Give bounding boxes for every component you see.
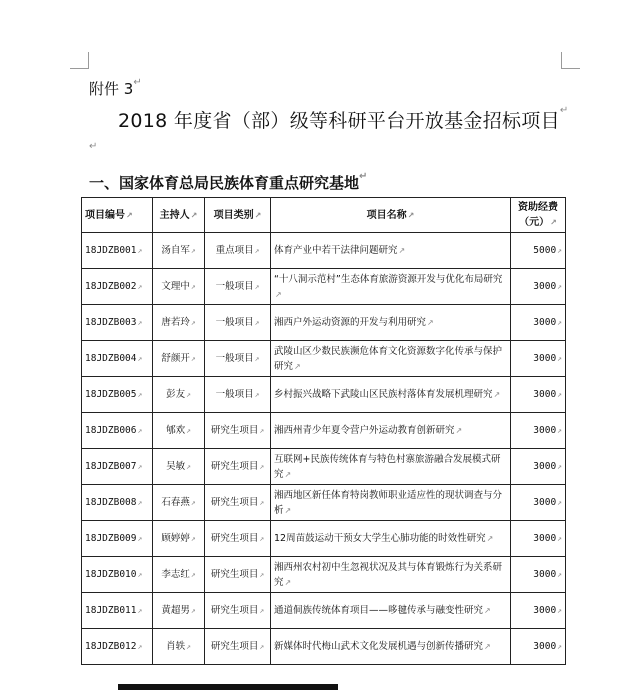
cell-pi: 郇欢↗ [153,413,205,449]
cell-end-mark: ↗ [557,426,562,435]
cell-project-id: 18JDZB006↗ [82,413,153,449]
cell-end-mark: ↗ [259,606,265,615]
cell-end-mark: ↗ [557,246,562,255]
cell-fund: 3000↗ [511,341,566,377]
cell-type: 一般项目↗ [205,377,271,413]
crop-mark-top-right-vertical [561,52,562,69]
cell-end-mark: ↗ [557,498,562,507]
cell-type: 一般项目↗ [205,305,271,341]
cell-end-mark: ↗ [254,246,260,255]
table-row [82,269,566,305]
cell-end-mark: ↗ [486,534,494,543]
cell-end-mark: ↗ [284,577,292,587]
table-row [82,593,566,629]
cell-fund: 3000↗ [511,521,566,557]
projects-table [81,197,566,665]
cell-end-mark: ↗ [137,606,143,615]
cell-end-mark: ↗ [284,469,292,479]
cell-end-mark: ↗ [137,390,143,399]
cell-end-mark: ↗ [259,642,265,651]
cell-pi: 肖轶↗ [153,629,205,665]
cell-fund: 3000↗ [511,557,566,593]
cell-end-mark: ↗ [137,498,143,507]
cell-end-mark: ↗ [137,354,143,363]
cell-end-mark: ↗ [137,426,143,435]
cell-type: 一般项目↗ [205,269,271,305]
cell-type: 研究生项目↗ [205,629,271,665]
cell-pi: 黄超男↗ [153,593,205,629]
next-section-fragment [118,684,338,693]
cell-end-mark: ↗ [557,642,562,651]
paragraph-mark: ↵ [359,171,368,182]
cell-project-name: “十八洞示范村”生态体育旅游资源开发与优化布局研究↗ [271,269,511,305]
cell-end-mark: ↗ [259,498,265,507]
cell-type: 重点项目↗ [205,233,271,269]
cell-end-mark: ↗ [254,354,260,363]
cell-fund: 3000↗ [511,305,566,341]
cell-type: 研究生项目↗ [205,449,271,485]
cell-pi: 文理中↗ [153,269,205,305]
cell-end-mark: ↗ [557,390,562,399]
cell-pi: 汤自军↗ [153,233,205,269]
cell-end-mark: ↗ [259,462,265,471]
cell-end-mark: ↗ [398,246,406,255]
cell-project-name: 湘西户外运动资源的开发与利用研究↗ [271,305,511,341]
cell-end-mark: ↗ [284,505,292,515]
cell-end-mark: ↗ [557,534,562,543]
cell-project-id: 18JDZB012↗ [82,629,153,665]
cell-project-name: 湘西地区新任体育特岗教师职业适应性的现状调查与分析↗ [271,485,511,521]
cell-pi: 顾婷婷↗ [153,521,205,557]
paragraph-mark: ↵ [133,77,142,88]
cell-project-id: 18JDZB001↗ [82,233,153,269]
section-heading: 一、国家体育总局民族体育重点研究基地 ↵ [89,171,368,192]
table-row [82,305,566,341]
cell-fund: 3000↗ [511,269,566,305]
cell-project-name: 互联网+民族传统体育与特色村寨旅游融合发展模式研究↗ [271,449,511,485]
cell-end-mark: ↗ [557,462,562,471]
cell-end-mark: ↗ [455,426,463,435]
cell-project-id: 18JDZB003↗ [82,305,153,341]
cell-end-mark: ↗ [427,318,434,327]
cell-pi: 石春燕↗ [153,485,205,521]
cell-project-id: 18JDZB011↗ [82,593,153,629]
cell-end-mark: ↗ [190,498,196,507]
cell-end-mark: ↗ [294,361,301,371]
cell-pi: 舒颜开↗ [153,341,205,377]
cell-end-mark: ↗ [137,318,143,327]
cell-end-mark: ↗ [190,354,196,363]
table-row [82,521,566,557]
cell-end-mark: ↗ [254,390,260,399]
cell-project-name: 武陵山区少数民族濒危体育文化资源数字化传承与保护研究↗ [271,341,511,377]
cell-end-mark: ↗ [190,282,196,291]
cell-end-mark: ↗ [275,289,282,299]
cell-project-id: 18JDZB010↗ [82,557,153,593]
cell-end-mark: ↗ [557,282,562,291]
cell-fund: 3000↗ [511,377,566,413]
cell-end-mark: ↗ [484,642,491,651]
crop-mark-top-left-horizontal [70,68,88,69]
cell-end-mark: ↗ [137,462,143,471]
cell-project-name: 12周苗鼓运动干预女大学生心肺功能的时效性研究↗ [271,521,511,557]
cell-end-mark: ↗ [186,426,191,435]
cell-pi: 唐若玲↗ [153,305,205,341]
cell-type: 研究生项目↗ [205,557,271,593]
cell-pi: 李志红↗ [153,557,205,593]
cell-end-mark: ↗ [137,570,143,579]
cell-end-mark: ↗ [186,642,191,651]
empty-paragraph-mark: ↵ [89,141,98,152]
cell-pi: 吴敏↗ [153,449,205,485]
header-pi: 主持人↗ [153,198,205,233]
cell-end-mark: ↗ [137,282,143,291]
header-name: 项目名称↗ [271,198,511,233]
cell-project-name: 湘西州青少年夏令营户外运动教育创新研究↗ [271,413,511,449]
cell-end-mark: ↗ [254,318,260,327]
cell-end-mark: ↗ [190,246,196,255]
table-row [82,377,566,413]
cell-project-id: 18JDZB009↗ [82,521,153,557]
cell-pi: 彭友↗ [153,377,205,413]
cell-end-mark: ↗ [137,642,143,651]
cell-project-id: 18JDZB004↗ [82,341,153,377]
cell-type: 研究生项目↗ [205,485,271,521]
cell-project-name: 新媒体时代梅山武术文化发展机遇与创新传播研究↗ [271,629,511,665]
cell-end-mark: ↗ [190,318,196,327]
cell-project-name: 乡村振兴战略下武陵山区民族村落体育发展机理研究↗ [271,377,511,413]
table-row [82,629,566,665]
document-title: 2018 年度省（部）级等科研平台开放基金招标项目 ↵ [118,105,569,132]
cell-end-mark: ↗ [137,534,143,543]
cell-type: 研究生项目↗ [205,521,271,557]
cell-end-mark: ↗ [190,534,196,543]
cell-fund: 3000↗ [511,485,566,521]
cell-end-mark: ↗ [137,246,143,255]
cell-fund: 5000↗ [511,233,566,269]
cell-end-mark: ↗ [557,318,562,327]
cell-end-mark: ↗ [557,570,562,579]
table-row [82,233,566,269]
header-id: 项目编号↗ [82,198,153,233]
header-type: 项目类别↗ [205,198,271,233]
cell-end-mark: ↗ [259,570,265,579]
cell-fund: 3000↗ [511,449,566,485]
cell-end-mark: ↗ [186,390,191,399]
cell-type: 研究生项目↗ [205,413,271,449]
crop-mark-top-left-vertical [88,52,89,69]
table-header-row [82,198,566,233]
cell-end-mark: ↗ [190,606,196,615]
table-row [82,557,566,593]
cell-project-name: 通道侗族传统体育项目——哆毽传承与融变性研究↗ [271,593,511,629]
header-fund: 资助经费（元）↗ [511,198,566,233]
crop-mark-top-right-horizontal [562,68,580,69]
table-row [82,341,566,377]
table-row [82,485,566,521]
cell-project-name: 湘西州农村初中生忽视状况及其与体育锻炼行为关系研究↗ [271,557,511,593]
cell-project-id: 18JDZB007↗ [82,449,153,485]
table-row [82,413,566,449]
cell-end-mark: ↗ [557,354,562,363]
cell-project-name: 体育产业中若干法律问题研究↗ [271,233,511,269]
cell-project-id: 18JDZB002↗ [82,269,153,305]
cell-end-mark: ↗ [190,570,196,579]
cell-end-mark: ↗ [484,606,491,615]
cell-project-id: 18JDZB008↗ [82,485,153,521]
cell-project-id: 18JDZB005↗ [82,377,153,413]
cell-fund: 3000↗ [511,593,566,629]
cell-end-mark: ↗ [254,282,260,291]
cell-type: 一般项目↗ [205,341,271,377]
table-row [82,449,566,485]
cell-fund: 3000↗ [511,629,566,665]
cell-end-mark: ↗ [259,534,265,543]
cell-fund: 3000↗ [511,413,566,449]
cell-end-mark: ↗ [557,606,562,615]
attachment-label: 附件 3 ↵ [89,77,142,98]
cell-end-mark: ↗ [186,462,191,471]
paragraph-mark: ↵ [559,105,569,116]
cell-type: 研究生项目↗ [205,593,271,629]
cell-end-mark: ↗ [493,390,501,399]
cell-end-mark: ↗ [259,426,265,435]
